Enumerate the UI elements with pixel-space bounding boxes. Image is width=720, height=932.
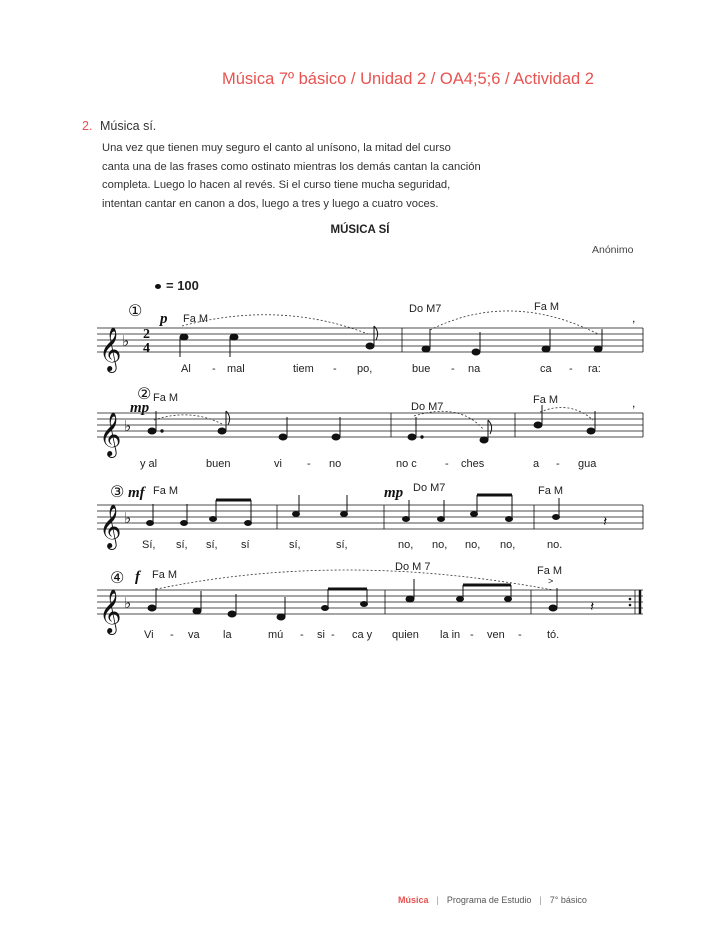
staff-4 xyxy=(97,590,643,614)
dynamic-1: p xyxy=(160,311,168,327)
lyric-syllable: no c xyxy=(396,458,417,470)
lyric-syllable: - xyxy=(451,363,455,375)
lyric-syllable: - xyxy=(518,629,522,641)
tempo-value: = 100 xyxy=(166,278,199,293)
dynamic-2: mp xyxy=(130,400,150,416)
lyric-syllable: sí, xyxy=(336,539,348,551)
phrase-number-2: ② xyxy=(137,384,152,403)
lyric-syllable: ra: xyxy=(588,363,601,375)
lyric-syllable: tiem xyxy=(293,363,314,375)
slur xyxy=(540,408,593,421)
accent-icon: > xyxy=(548,576,554,586)
lyric-syllable: ca xyxy=(540,363,552,375)
flat-icon: ♭ xyxy=(122,332,130,350)
chord-label: Do M7 xyxy=(413,482,446,494)
staff-2 xyxy=(97,413,643,437)
time-signature-bottom: 4 xyxy=(143,341,150,356)
chord-label: Fa M xyxy=(538,485,564,497)
slur xyxy=(414,411,484,430)
lyric-syllable: ches xyxy=(461,458,485,470)
notes-staff-3 xyxy=(147,495,560,526)
lyric-syllable: buen xyxy=(206,458,231,470)
lyric-syllable: si xyxy=(317,629,325,641)
rest-icon: 𝄽 xyxy=(590,598,595,614)
page-header-title: Música 7º básico / Unidad 2 / OA4;5;6 / Actividad 2 xyxy=(222,70,594,88)
time-signature-top: 2 xyxy=(143,327,150,342)
lyric-syllable: vi xyxy=(274,458,282,470)
lyric-syllable: bue xyxy=(412,363,431,375)
staff-3 xyxy=(97,505,643,529)
chord-label: Fa M xyxy=(152,569,178,581)
flat-icon: ♭ xyxy=(124,417,132,435)
instruction-line: Una vez que tienen muy seguro el canto al unísono, la mitad del curso xyxy=(102,142,451,154)
lyric-syllable: - xyxy=(212,363,216,375)
lyric-syllable: - xyxy=(307,458,311,470)
lyric-syllable: Sí, xyxy=(142,539,156,551)
treble-clef-icon: 𝄞 xyxy=(99,327,122,371)
lyric-syllable: no, xyxy=(432,539,448,551)
rest-icon: 𝄽 xyxy=(603,513,608,529)
lyric-syllable: y al xyxy=(140,458,158,470)
slur xyxy=(182,315,368,334)
treble-clef-icon: 𝄞 xyxy=(99,412,122,456)
footer-grade: 7° básico xyxy=(549,895,587,905)
lyric-syllable: po, xyxy=(357,363,373,375)
lyric-syllable: mal xyxy=(227,363,245,375)
lyric-syllable: quien xyxy=(392,629,419,641)
chord-label: Fa M xyxy=(153,392,179,404)
lyric-syllable: va xyxy=(188,629,200,641)
treble-clef-icon: 𝄞 xyxy=(99,589,122,633)
repeat-dot xyxy=(629,598,632,601)
breath-mark: , xyxy=(632,396,636,410)
lyric-syllable: na xyxy=(468,363,481,375)
activity-number: 2. xyxy=(82,119,93,133)
footer-separator: | xyxy=(539,895,542,905)
song-title: MÚSICA SÍ xyxy=(330,224,390,236)
page-footer xyxy=(398,895,587,905)
lyric-syllable: la xyxy=(223,629,232,641)
instruction-line: intentan cantar en canon a dos, luego a tres y luego a cuatro voces. xyxy=(102,197,439,210)
lyric-syllable: sí, xyxy=(206,539,218,551)
flat-icon: ♭ xyxy=(124,509,132,527)
slur xyxy=(152,570,553,590)
treble-clef-icon: 𝄞 xyxy=(99,504,122,548)
dynamic-3: mf xyxy=(128,485,145,501)
lyric-syllable: - xyxy=(470,629,474,641)
dynamic-4: f xyxy=(135,569,140,585)
instruction-line: completa. Luego lo hacen al revés. Si el curso tiene mucha seguridad, xyxy=(102,179,451,191)
dynamic-3b: mp xyxy=(384,485,404,501)
lyric-syllable: no xyxy=(329,458,342,470)
lyric-syllable: - xyxy=(445,458,449,470)
phrase-number-1: ① xyxy=(128,301,143,320)
lyric-syllable: - xyxy=(300,629,304,641)
chord-label: Fa M xyxy=(534,301,560,313)
repeat-dot xyxy=(629,604,632,607)
breath-mark: , xyxy=(632,311,636,325)
chord-label: Fa M xyxy=(153,485,179,497)
lyric-syllable: no, xyxy=(500,539,516,551)
chord-label: Fa M xyxy=(183,313,209,325)
lyric-syllable: no. xyxy=(547,539,563,551)
phrase-number-3: ③ xyxy=(110,482,125,501)
lyric-syllable: Vi xyxy=(144,629,154,641)
lyric-syllable: sí xyxy=(241,539,250,551)
lyric-syllable: a xyxy=(533,458,540,470)
slur xyxy=(430,311,598,334)
lyric-syllable: gua xyxy=(578,458,597,470)
flat-icon: ♭ xyxy=(124,594,132,612)
lyric-syllable: - xyxy=(556,458,560,470)
song-composer: Anónimo xyxy=(592,244,634,256)
footer-program: Programa de Estudio xyxy=(446,895,532,905)
lyric-syllable: mú xyxy=(268,629,284,641)
lyric-syllable: la in xyxy=(440,629,461,641)
slur xyxy=(154,415,222,424)
lyric-syllable: ca y xyxy=(352,629,373,641)
lyric-syllable: no, xyxy=(398,539,414,551)
lyric-syllable: - xyxy=(333,363,337,375)
lyric-syllable: no, xyxy=(465,539,481,551)
chord-label: Do M 7 xyxy=(395,561,431,573)
footer-brand: Música xyxy=(398,895,429,905)
lyric-syllable: sí, xyxy=(176,539,188,551)
lyric-syllable: - xyxy=(569,363,573,375)
chord-label: Do M7 xyxy=(409,303,442,315)
chord-label: Fa M xyxy=(533,394,559,406)
chord-label: Fa M xyxy=(537,565,563,577)
footer-separator: | xyxy=(436,895,439,905)
chord-label: Do M7 xyxy=(411,401,444,413)
lyric-syllable: - xyxy=(170,629,174,641)
lyric-syllable: tó. xyxy=(547,629,560,641)
phrase-number-4: ④ xyxy=(110,568,125,587)
instruction-line: canta una de las frases como ostinato mientras los demás cantan la canción xyxy=(102,160,481,173)
lyric-syllable: - xyxy=(331,629,335,641)
lyric-syllable: Al xyxy=(181,363,191,375)
activity-title: Música sí. xyxy=(100,119,157,133)
lyric-syllable: sí, xyxy=(289,539,301,551)
lyric-syllable: ven xyxy=(487,629,505,641)
